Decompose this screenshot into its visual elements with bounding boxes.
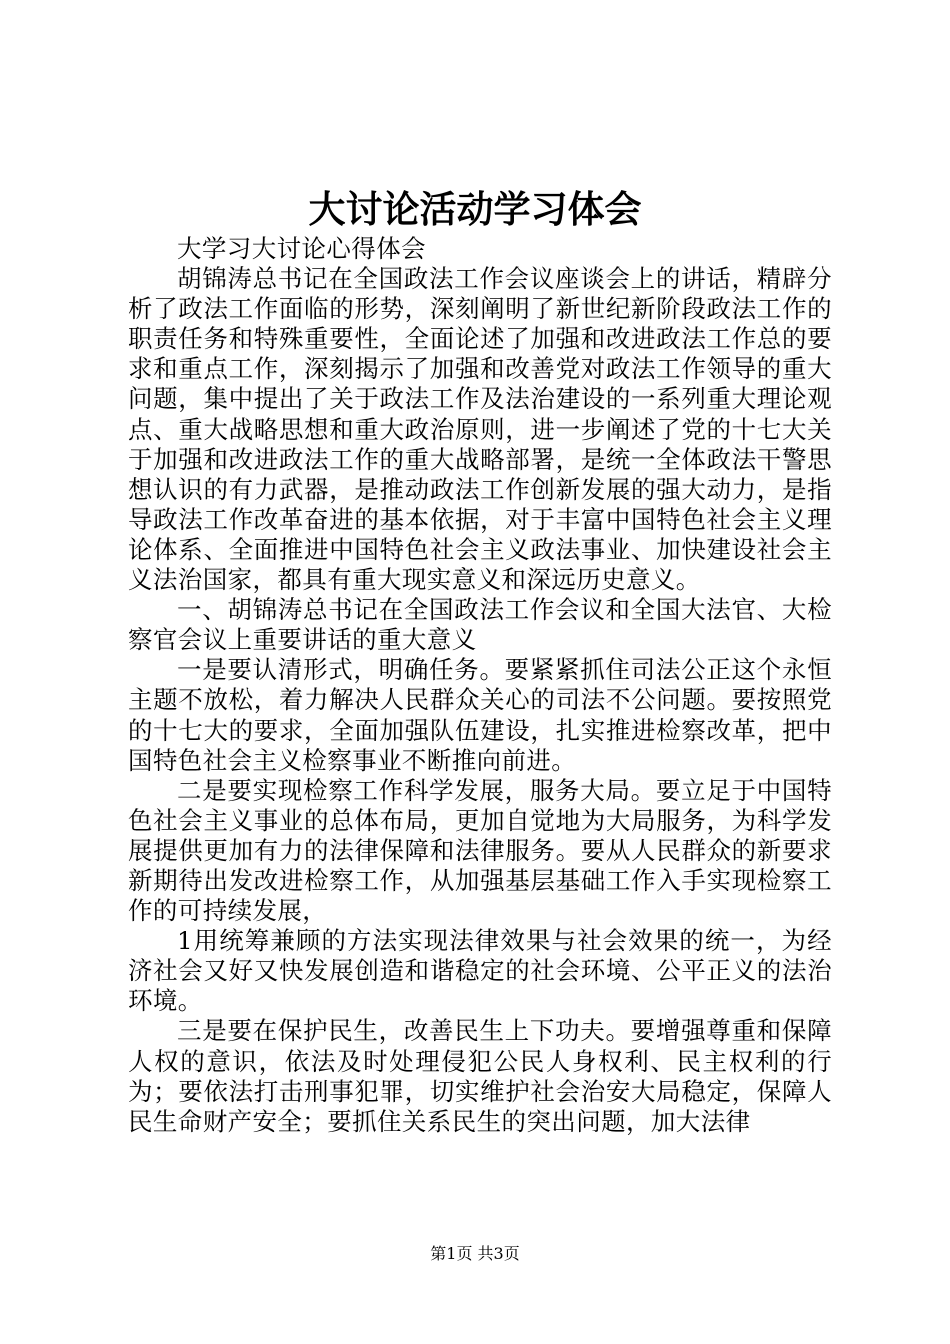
body-paragraph: 一是要认清形式，明确任务。要紧紧抓住司法公正这个永恒主题不放松，着力解决人民群众关心的司法不公问题。要按照党的十七大的要求，全面加强队伍建设，扎实推进检察改革，把中国特色社会主义检察事业不断推向前进。 [128, 655, 832, 775]
body-paragraph: 三是要在保护民生，改善民生上下功夫。要增强尊重和保障人权的意识，依法及时处理侵犯公民人身权利、民主权利的行为；要依法打击刑事犯罪，切实维护社会治安大局稳定，保障人民生命财产安全；要抓住关系民生的突出问题，加大法律 [128, 1016, 832, 1136]
body-paragraph: 1用统筹兼顾的方法实现法律效果与社会效果的统一，为经济社会又好又快发展创造和谐稳定的社会环境、公平正义的法治环境。 [128, 926, 832, 1016]
body-paragraph: 二是要实现检察工作科学发展，服务大局。要立足于中国特色社会主义事业的总体布局，更加自觉地为大局服务，为科学发展提供更加有力的法律保障和法律服务。要从人民群众的新要求新期待出发改进检察工作，从加强基层基础工作入手实现检察工作的可持续发展， [128, 775, 832, 926]
subtitle-paragraph: 大学习大讨论心得体会 [177, 234, 426, 263]
body-paragraph: 胡锦涛总书记在全国政法工作会议座谈会上的讲话，精辟分析了政法工作面临的形势，深刻阐明了新世纪新阶段政法工作的职责任务和特殊重要性，全面论述了加强和改进政法工作总的要求和重点工作，深刻揭示了加强和改善党对政法工作领导的重大问题，集中提出了关于政法工作及法治建设的一系列重大理论观点、重大战略思想和重大政治原则，进一步阐述了党的十七大关于加强和改进政法工作的重大战略部署，是统一全体政法干警思想认识的有力武器，是推动政法工作创新发展的强大动力，是指导政法工作改革奋进的基本依据，对于丰富中国特色社会主义理论体系、全面推进中国特色社会主义政法事业、加快建设社会主义法治国家，都具有重大现实意义和深远历史意义。 [128, 264, 832, 595]
document-body [128, 234, 832, 1137]
section-heading-paragraph: 一、胡锦涛总书记在全国政法工作会议和全国大法官、大检察官会议上重要讲话的重大意义 [128, 595, 832, 655]
page-number-footer: 第1页 共3页 [430, 1244, 520, 1263]
document-title: 大讨论活动学习体会 [308, 187, 642, 231]
